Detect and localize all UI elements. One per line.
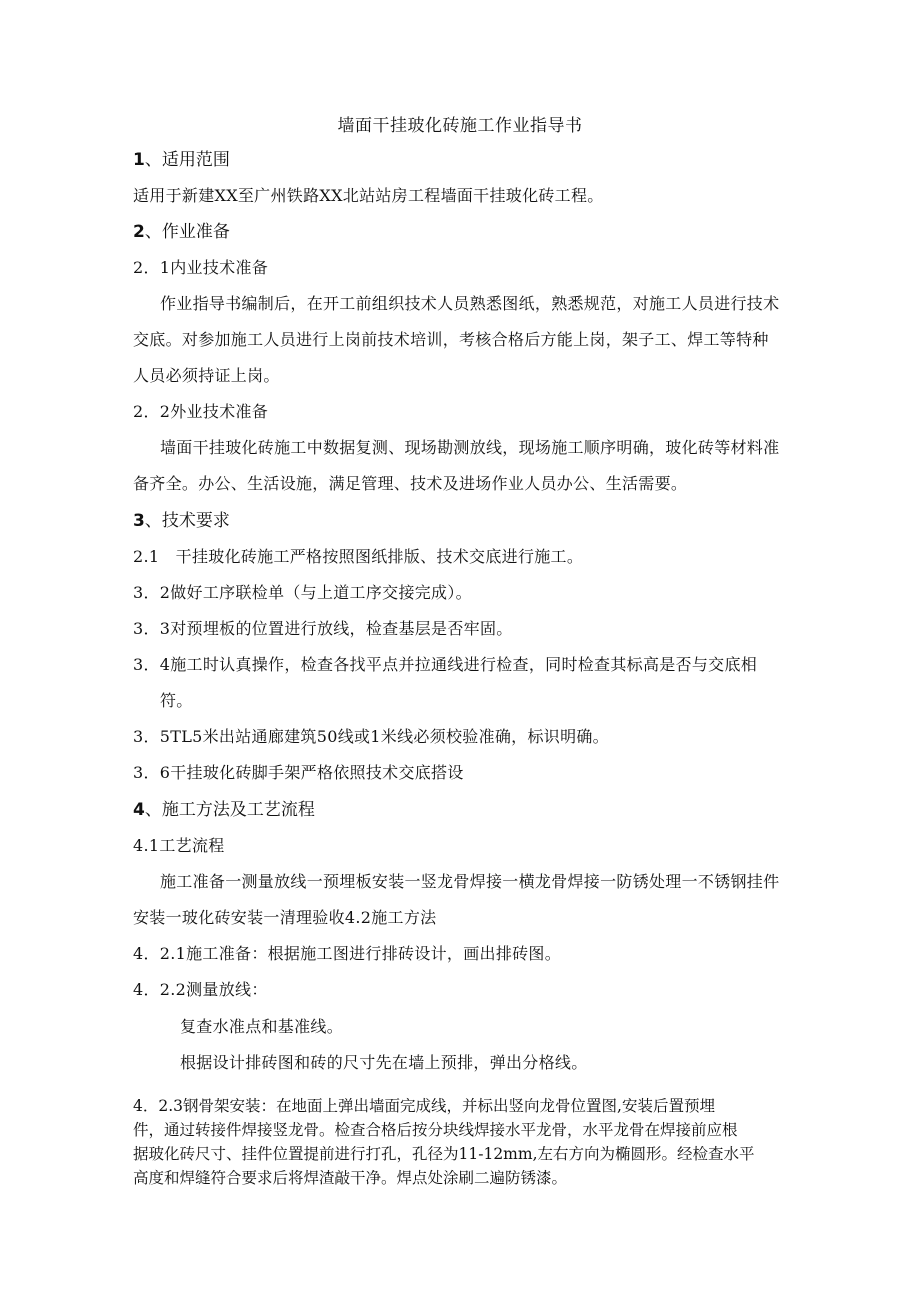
paragraph-line: 施工准备一测量放线一预埋板安装一竖龙骨焊接一横龙骨焊接一防锈处理一不锈钢挂件 xyxy=(160,872,780,891)
paragraph-line: 作业指导书编制后，在开工前组织技术人员熟悉图纸，熟悉规范，对施工人员进行技术 xyxy=(160,294,780,313)
list-item: 3．3对预埋板的位置进行放线，检查基层是否牢固。 xyxy=(133,619,513,638)
list-item-continuation: 符。 xyxy=(160,691,193,710)
section-number: 3 xyxy=(133,511,145,531)
section-title: 、适用范围 xyxy=(144,150,230,170)
list-item: 3．6干挂玻化砖脚手架严格依照技术交底搭设 xyxy=(133,763,464,782)
paragraph-line: 据玻化砖尺寸、挂件位置提前进行打孔，孔径为11-12mm,左右方向为椭圆形。经检查水平 xyxy=(133,1145,755,1163)
section-title: 、施工方法及工艺流程 xyxy=(144,800,315,820)
paragraph-line: 备齐全。办公、生活设施，满足管理、技术及进场作业人员办公、生活需要。 xyxy=(133,474,688,493)
indented-line: 根据设计排砖图和砖的尺寸先在墙上预排，弹出分格线。 xyxy=(180,1053,588,1072)
list-item: 4．2.2测量放线： xyxy=(133,980,268,999)
indented-line: 复查水准点和基准线。 xyxy=(180,1017,344,1036)
section-number: 1 xyxy=(133,150,145,170)
section-heading-1 xyxy=(133,150,230,170)
section-heading-3 xyxy=(133,511,230,531)
section-heading-2 xyxy=(133,222,230,242)
paragraph-line: 高度和焊缝符合要求后将焊渣敲干净。焊点处涂刷二遍防锈漆。 xyxy=(133,1169,568,1187)
section-title: 、作业准备 xyxy=(144,222,230,242)
list-item: 3．5TL5米出站通廊建筑50线或1米线必须校验准确，标识明确。 xyxy=(133,727,609,746)
section-title: 、技术要求 xyxy=(144,511,230,531)
subsection-heading: 2．1内业技术准备 xyxy=(133,258,269,277)
subsection-heading: 2．2外业技术准备 xyxy=(133,402,269,421)
section-heading-4 xyxy=(133,800,315,820)
list-item: 4．2.1施工准备：根据施工图进行排砖设计，画出排砖图。 xyxy=(133,944,562,963)
paragraph-line: 件，通过转接件焊接竖龙骨。检查合格后按分块线焊接水平龙骨，水平龙骨在焊接前应根 xyxy=(133,1121,738,1139)
paragraph-line: 人员必须持证上岗。 xyxy=(133,366,280,385)
list-item: 3．2做好工序联检单（与上道工序交接完成）。 xyxy=(133,583,472,602)
subsection-heading: 4.1工艺流程 xyxy=(133,836,225,855)
paragraph-line: 墙面干挂玻化砖施工中数据复测、现场勘测放线，现场施工顺序明确，玻化砖等材料准 xyxy=(160,438,780,457)
paragraph-line: 安装一玻化砖安装一清理验收4.2施工方法 xyxy=(133,908,437,927)
section-number: 4 xyxy=(133,800,145,820)
list-item: 2.1 干挂玻化砖施工严格按照图纸排版、技术交底进行施工。 xyxy=(133,547,584,566)
list-item: 3．4施工时认真操作，检查各找平点并拉通线进行检查，同时检查其标高是否与交底相 xyxy=(133,655,758,674)
paragraph-line: 交底。对参加施工人员进行上岗前技术培训，考核合格后方能上岗，架子工、焊工等特种 xyxy=(133,330,769,349)
section-number: 2 xyxy=(133,222,145,242)
document-title: 墙面干挂玻化砖施工作业指导书 xyxy=(337,116,583,136)
paragraph-line: 4．2.3钢骨架安装：在地面上弹出墙面完成线，并标出竖向龙骨位置图,安装后置预埋 xyxy=(133,1097,715,1115)
paragraph: 适用于新建XX至广州铁路XX北站站房工程墙面干挂玻化砖工程。 xyxy=(133,186,604,205)
